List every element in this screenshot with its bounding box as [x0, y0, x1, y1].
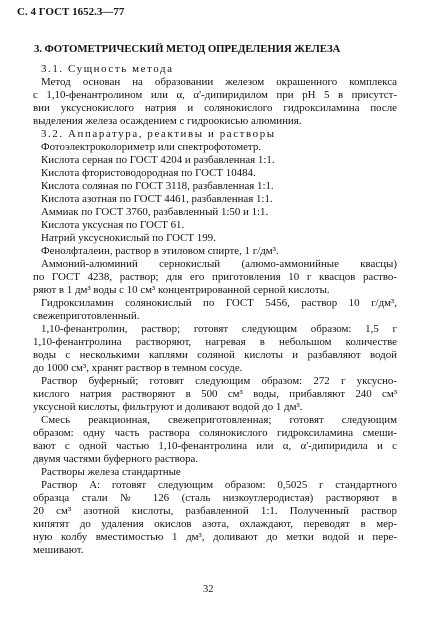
- text-line: Кислота азотная по ГОСТ 4461, разбавленная 1:1.: [41, 193, 273, 205]
- text-line: кипятят до удаления окислов азота, охлаждают, переводят в мер-: [33, 518, 397, 530]
- text-line: выделения железа осаждением с гидроокисью алюминия.: [33, 115, 302, 127]
- text-line: Кислота соляная по ГОСТ 3118, разбавленная 1:1.: [41, 180, 274, 192]
- text-line: до 1000 см³, хранят раствор в темном сосуде.: [33, 362, 243, 374]
- text-line: образом: одну часть раствора солянокислого гидроксиламина смеши-: [33, 427, 397, 439]
- text-line: с 1,10-фенантролином или α, α'-дипиридилом при pH 5 в присутст-: [33, 89, 397, 101]
- text-line: Гидроксиламин солянокислый по ГОСТ 5456, раствор 10 г/дм³,: [41, 297, 397, 309]
- document-body: [33, 63, 397, 557]
- text-line: Натрий уксуснокислый по ГОСТ 199.: [41, 232, 216, 244]
- text-line: Фенолфталеин, раствор в этиловом спирте, 1 г/дм³.: [41, 245, 279, 257]
- page-header: С. 4 ГОСТ 1652.3—77: [17, 6, 125, 18]
- text-line: Раствор буферный; готовят следующим образом: 272 г уксусно-: [41, 375, 397, 387]
- text-line: воды с несколькими каплями соляной кислоты и разбавляют водой: [33, 349, 397, 361]
- text-line: 1,10-фенантролина растворяют, нагревая в небольшом количестве: [33, 336, 397, 348]
- text-line: ную колбу вместимостью 1 дм³, доливают до метки водой и пере-: [33, 531, 397, 543]
- text-line: двумя частями буферного раствора.: [33, 453, 199, 465]
- page-number: 32: [203, 584, 214, 595]
- section-title: 3. ФОТОМЕТРИЧЕСКИЙ МЕТОД ОПРЕДЕЛЕНИЯ ЖЕЛЕЗА: [34, 43, 341, 55]
- text-line: кислого натрия растворяют в 500 см³ воды, прибавляют 240 см³: [33, 388, 397, 400]
- text-line: вают с одной частью 1,10-фенантролина или α, α'-дипиридила и с: [33, 440, 397, 452]
- text-line: 3.1. Сущность метода: [41, 63, 174, 75]
- text-line: Растворы железа стандартные: [41, 466, 181, 478]
- text-line: мешивают.: [33, 544, 84, 556]
- text-line: вии уксуснокислого натрия и солянокислого гидроксиламина после: [33, 102, 397, 114]
- text-line: образца стали № 126 (сталь низкоуглеродистая) растворяют в: [33, 492, 397, 504]
- text-line: по ГОСТ 4238, раствор; для его приготовления 10 г квасцов раство-: [33, 271, 397, 283]
- text-line: Аммиак по ГОСТ 3760, разбавленный 1:50 и 1:1.: [41, 206, 269, 218]
- text-line: Фотоэлектроколориметр или спектрофотометр.: [41, 141, 261, 153]
- text-line: 20 см³ азотной кислоты, разбавленной 1:1. Полученный раствор: [33, 505, 397, 517]
- text-line: Кислота серная по ГОСТ 4204 и разбавленная 1:1.: [41, 154, 275, 166]
- text-line: Метод основан на образовании железом окрашенного комплекса: [41, 76, 397, 88]
- text-line: 3.2. Аппаратура, реактивы и растворы: [41, 128, 276, 140]
- text-line: уксусной кислоты, фильтруют и доливают водой до 1 дм³.: [33, 401, 303, 413]
- text-line: 1,10-фенантролин, раствор; готовят следующим образом: 1,5 г: [41, 323, 397, 335]
- text-line: Аммоний-алюминий сернокислый (алюмо-аммонийные квасцы): [41, 258, 397, 270]
- text-line: ряют в 1 дм³ воды с 10 см³ концентрированной серной кислоты.: [33, 284, 330, 296]
- text-line: Кислота уксусная по ГОСТ 61.: [41, 219, 185, 231]
- text-line: Кислота фтористоводородная по ГОСТ 10484.: [41, 167, 256, 179]
- text-line: Смесь реакционная, свежеприготовленная; готовят следующим: [41, 414, 397, 426]
- text-line: свежеприготовленный.: [33, 310, 140, 322]
- text-line: Раствор А: готовят следующим образом: 0,5025 г стандартного: [41, 479, 397, 491]
